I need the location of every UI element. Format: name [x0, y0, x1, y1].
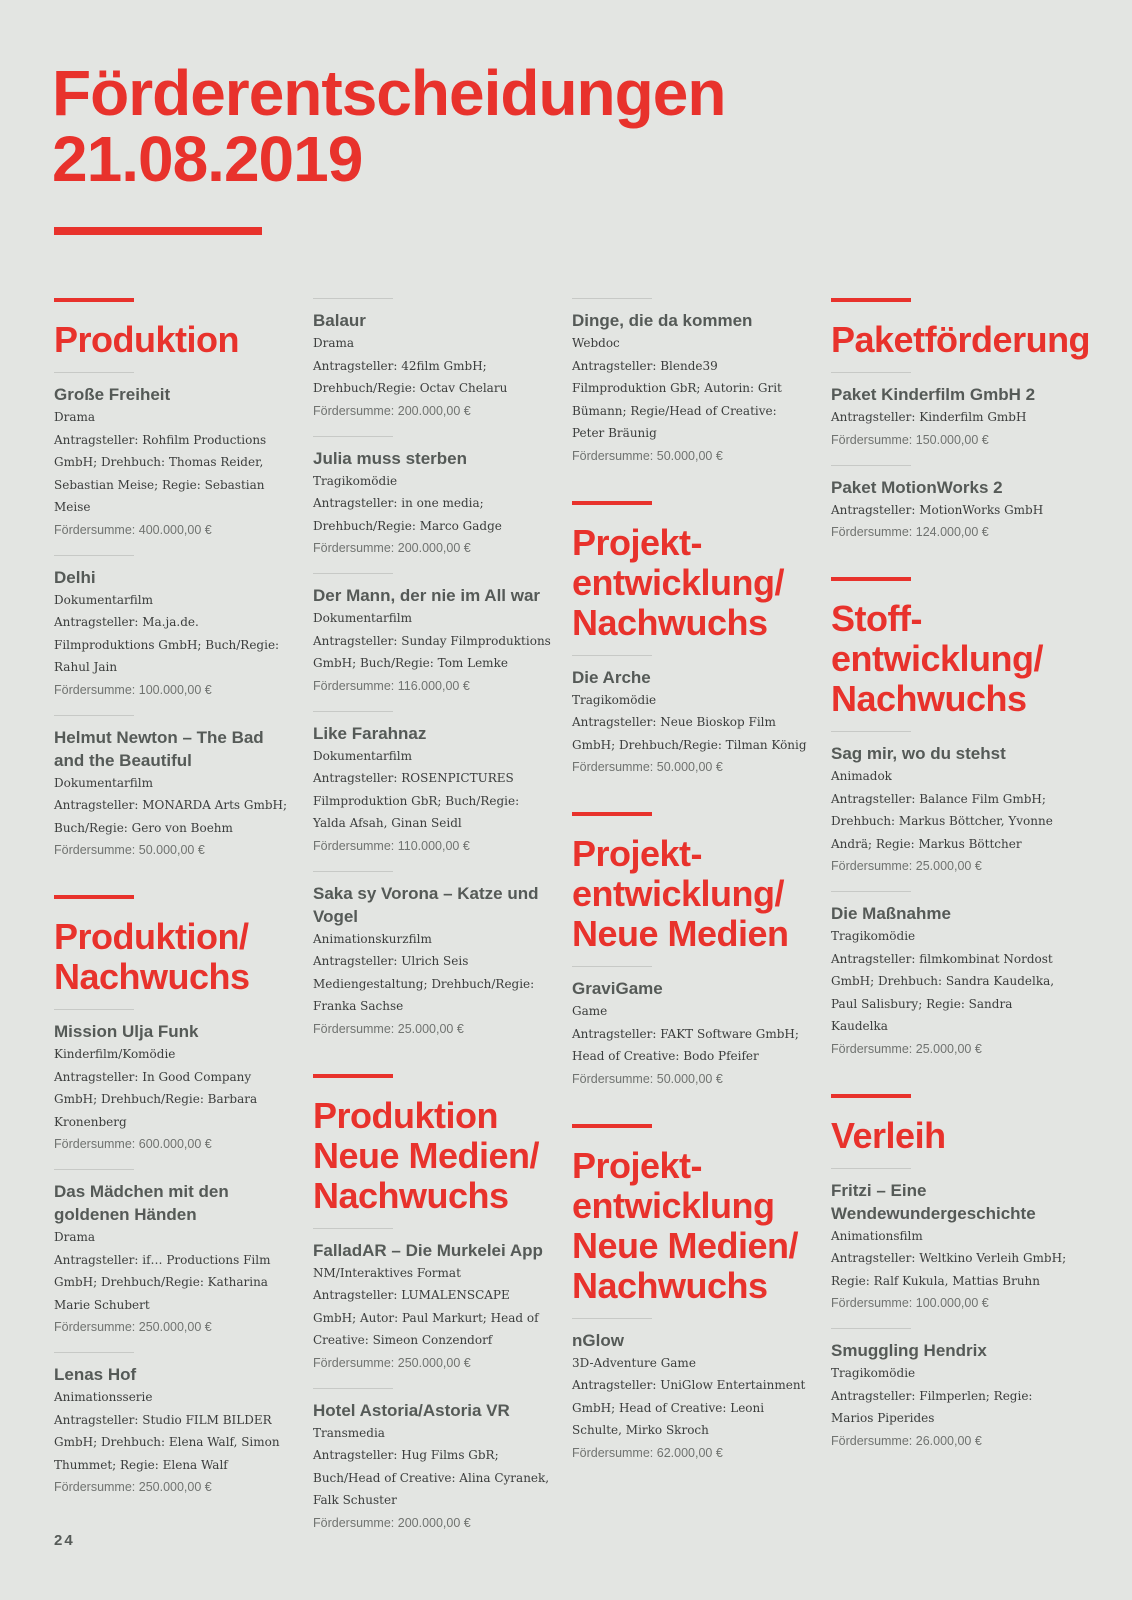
entry-applicant: Antragsteller: 42film GmbH; Drehbuch/Regie: Octav Chelaru: [313, 358, 508, 395]
entry-title: Dinge, die da kommen: [572, 311, 753, 330]
entry-genre: Drama: [54, 1230, 96, 1244]
entry-title: Julia muss sterben: [313, 448, 468, 468]
entry-divider: [831, 731, 911, 732]
column-2: [313, 298, 553, 1568]
section-title: Paketförderung: [831, 319, 1091, 360]
entry-genre: Animationskurzfilm: [313, 931, 432, 946]
entry-divider: [54, 1352, 134, 1353]
entry-divider: [54, 1169, 134, 1170]
entry-genre: Animadok: [831, 769, 892, 783]
entry-divider: [313, 711, 393, 712]
entry-title: Große Freiheit: [54, 385, 171, 404]
entry-divider: [313, 436, 393, 437]
entry-title: Saka sy Vorona – Katze und Vogel: [313, 883, 539, 926]
entry-genre: NM/Interaktives Format: [313, 1265, 461, 1280]
entry-divider: [313, 1228, 393, 1229]
funding-entry: [54, 1352, 294, 1498]
entry-applicant: Antragsteller: in one media; Drehbuch/Regie: Marco Gadge: [313, 496, 502, 533]
entry-divider: [572, 966, 652, 967]
section: [831, 1094, 1071, 1452]
entry-funding-sum: Fördersumme: 124.000,00 €: [831, 525, 989, 539]
entry-funding-sum: Fördersumme: 600.000,00 €: [54, 1137, 212, 1151]
entry-applicant: Antragsteller: filmkombinat Nordost GmbH; Drehbuch: Sandra Kaudelka, Paul Salisbury; Regie: Sandra Kaudelka: [831, 951, 1055, 1033]
entry-genre: Tragikomödie: [831, 1366, 916, 1380]
section-rule: [831, 298, 911, 302]
entry-funding-sum: Fördersumme: 400.000,00 €: [54, 522, 212, 537]
entry-applicant: Antragsteller: In Good Company GmbH; Drehbuch/Regie: Barbara Kronenberg: [54, 1069, 258, 1129]
page-title: [52, 57, 726, 195]
funding-entry: [572, 966, 812, 1090]
section-rule: [572, 812, 652, 816]
entry-title: Delhi: [54, 567, 96, 587]
entry-funding-sum: Fördersumme: 100.000,00 €: [54, 682, 212, 697]
entry-funding-sum: Fördersumme: 250.000,00 €: [313, 1355, 471, 1370]
section: [572, 501, 812, 779]
entry-title: Balaur: [313, 311, 366, 330]
section-title: Projekt- entwicklung Neue Medien/ Nachwuchs: [572, 1144, 799, 1306]
entry-title: Fritzi – Eine Wendewundergeschichte: [831, 1180, 1036, 1223]
entry-applicant: Antragsteller: Hug Films GbR; Buch/Head of Creative: Alina Cyranek, Falk Schuster: [313, 1448, 550, 1507]
entry-genre: Tragikomödie: [313, 473, 398, 488]
entry-title: Lenas Hof: [54, 1365, 137, 1384]
entry-divider: [313, 298, 393, 299]
entry-genre: Dokumentarfilm: [54, 775, 153, 790]
section: [572, 298, 812, 467]
entry-funding-sum: Fördersumme: 110.000,00 €: [313, 838, 470, 853]
entry-applicant: Antragsteller: if… Productions Film GmbH; Drehbuch/Regie: Katharina Marie Schubert: [54, 1252, 271, 1312]
entry-applicant: Antragsteller: Weltkino Verleih GmbH; Regie: Ralf Kukula, Mattias Bruhn: [831, 1251, 1067, 1288]
section-rule: [831, 577, 911, 581]
funding-entry: [313, 436, 553, 560]
section-rule: [54, 895, 134, 899]
entry-title: Der Mann, der nie im All war: [313, 586, 541, 605]
column-3: [572, 298, 812, 1498]
entry-title: FalladAR – Die Murkelei App: [313, 1240, 543, 1260]
section-rule: [831, 1094, 911, 1098]
entry-applicant: Antragsteller: Ma.ja.de. Filmproduktions GmbH; Buch/Regie: Rahul Jain: [54, 615, 280, 674]
entry-title: Like Farahnaz: [313, 723, 427, 743]
entry-funding-sum: Fördersumme: 200.000,00 €: [313, 1515, 471, 1530]
entry-divider: [313, 1388, 393, 1389]
entry-funding-sum: Fördersumme: 250.000,00 €: [54, 1320, 212, 1334]
entry-genre: Dokumentarfilm: [313, 611, 412, 625]
entry-funding-sum: Fördersumme: 50.000,00 €: [572, 448, 723, 463]
entry-applicant: Antragsteller: Balance Film GmbH; Drehbuch: Markus Böttcher, Yvonne Andrä; Regie: Markus Böttcher: [831, 791, 1053, 851]
section-rule: [54, 298, 134, 302]
entry-divider: [572, 298, 652, 299]
funding-entry: [313, 298, 553, 422]
entry-applicant: Antragsteller: Kinderfilm GmbH: [831, 410, 1027, 424]
entry-genre: Tragikomödie: [831, 929, 916, 943]
entry-funding-sum: Fördersumme: 25.000,00 €: [831, 1041, 982, 1056]
section: [572, 812, 812, 1090]
funding-entry: [313, 1228, 553, 1374]
entry-applicant: Antragsteller: Filmperlen; Regie: Marios Piperides: [831, 1388, 1033, 1425]
entry-divider: [572, 1318, 652, 1319]
entry-applicant: Antragsteller: ROSENPICTURES Filmproduktion GbR; Buch/Regie: Yalda Afsah, Ginan Seidl: [313, 771, 520, 830]
entry-divider: [54, 715, 134, 716]
entry-funding-sum: Fördersumme: 200.000,00 €: [313, 541, 471, 555]
section: [313, 298, 553, 1040]
entry-applicant: Antragsteller: MONARDA Arts GmbH; Buch/Regie: Gero von Boehm: [54, 798, 288, 835]
entry-title: Smuggling Hendrix: [831, 1341, 987, 1360]
section-rule: [313, 1074, 393, 1078]
entry-genre: Animationsfilm: [831, 1228, 923, 1243]
column-4: [831, 298, 1091, 1486]
section-rule: [572, 1124, 652, 1128]
entry-funding-sum: Fördersumme: 25.000,00 €: [313, 1021, 464, 1036]
entry-genre: Animationsserie: [54, 1390, 153, 1404]
section-title: Produktion/ Nachwuchs: [54, 916, 250, 997]
funding-entry: [572, 655, 812, 779]
section-title: Produktion Neue Medien/ Nachwuchs: [313, 1094, 540, 1216]
entry-funding-sum: Fördersumme: 26.000,00 €: [831, 1433, 982, 1448]
title-underline: [54, 227, 262, 235]
section: [313, 1074, 553, 1534]
section: [831, 577, 1071, 1060]
entry-funding-sum: Fördersumme: 250.000,00 €: [54, 1480, 212, 1494]
entry-title: Sag mir, wo du stehst: [831, 744, 1006, 763]
funding-entry: [572, 1318, 812, 1464]
entry-title: Mission Ulja Funk: [54, 1022, 199, 1041]
entry-divider: [572, 655, 652, 656]
funding-entry: [831, 372, 1071, 451]
entry-title: Die Maßnahme: [831, 904, 951, 923]
entry-divider: [313, 573, 393, 574]
entry-applicant: Antragsteller: Studio FILM BILDER GmbH; Drehbuch: Elena Walf, Simon Thummet; Regie: Elena Walf: [54, 1412, 280, 1472]
section: [54, 298, 294, 861]
section-title: Projekt- entwicklung/ Neue Medien: [572, 833, 789, 954]
entry-divider: [54, 555, 134, 556]
funding-entry: [831, 465, 1071, 544]
entry-divider: [831, 1168, 911, 1169]
entry-genre: Drama: [313, 336, 355, 350]
entry-divider: [831, 891, 911, 892]
funding-entry: [54, 1009, 294, 1155]
entry-genre: Webdoc: [572, 336, 620, 350]
page-title-line1: Förderentscheidungen: [52, 57, 726, 129]
section: [54, 895, 294, 1498]
column-1: [54, 298, 294, 1532]
entry-title: Helmut Newton – The Bad and the Beautiful: [54, 727, 264, 770]
entry-funding-sum: Fördersumme: 25.000,00 €: [831, 859, 982, 873]
section-title: Projekt- entwicklung/ Nachwuchs: [572, 521, 785, 643]
entry-divider: [831, 1328, 911, 1329]
funding-entry: [831, 891, 1071, 1060]
entry-applicant: Antragsteller: Sunday Filmproduktions GmbH; Buch/Regie: Tom Lemke: [313, 633, 551, 670]
entry-title: Die Arche: [572, 667, 651, 687]
section-title: Verleih: [831, 1114, 946, 1156]
funding-entry: [54, 555, 294, 701]
funding-entry: [572, 298, 812, 467]
entry-applicant: Antragsteller: LUMALENSCAPE GmbH; Autor: Paul Markurt; Head of Creative: Simeon Conzendorf: [313, 1288, 539, 1347]
entry-funding-sum: Fördersumme: 116.000,00 €: [313, 678, 470, 693]
entry-title: nGlow: [572, 1330, 624, 1350]
funding-entry: [313, 573, 553, 697]
entry-applicant: Antragsteller: Neue Bioskop Film GmbH; Drehbuch/Regie: Tilman König: [572, 715, 807, 752]
section-title: Produktion: [54, 319, 239, 360]
entry-title: Hotel Astoria/Astoria VR: [313, 1400, 510, 1420]
page-number: 24: [54, 1532, 75, 1549]
entry-funding-sum: Fördersumme: 100.000,00 €: [831, 1296, 989, 1310]
funding-entry: [831, 1168, 1071, 1315]
section: [831, 298, 1091, 543]
entry-genre: Dokumentarfilm: [54, 592, 153, 607]
entry-genre: Transmedia: [313, 1425, 385, 1440]
entry-divider: [54, 1009, 134, 1010]
section-title: Stoff- entwicklung/ Nachwuchs: [831, 598, 1044, 719]
entry-funding-sum: Fördersumme: 62.000,00 €: [572, 1445, 723, 1460]
funding-entry: [831, 731, 1071, 877]
entry-title: Das Mädchen mit den goldenen Händen: [54, 1182, 229, 1224]
entry-funding-sum: Fördersumme: 50.000,00 €: [572, 760, 723, 774]
entry-funding-sum: Fördersumme: 50.000,00 €: [572, 1071, 723, 1086]
entry-funding-sum: Fördersumme: 150.000,00 €: [831, 432, 989, 447]
entry-applicant: Antragsteller: Rohfilm Productions GmbH; Drehbuch: Thomas Reider, Sebastian Meise; Regie: Sebastian Meise: [54, 432, 267, 514]
funding-entry: [313, 711, 553, 857]
page-title-line2: 21.08.2019: [52, 123, 363, 195]
entry-title: Paket Kinderfilm GmbH 2: [831, 385, 1036, 404]
entry-applicant: Antragsteller: Blende39 Filmproduktion GbR; Autorin: Grit Bümann; Regie/Head of Creative: Peter Bräunig: [572, 358, 782, 440]
entry-divider: [313, 871, 393, 872]
entry-genre: Dokumentarfilm: [313, 748, 412, 763]
entry-applicant: Antragsteller: Ulrich Seis Mediengestaltung; Drehbuch/Regie: Franka Sachse: [313, 954, 535, 1013]
entry-genre: 3D-Adventure Game: [572, 1355, 696, 1370]
funding-entry: [54, 372, 294, 541]
entry-funding-sum: Fördersumme: 200.000,00 €: [313, 403, 471, 418]
entry-genre: Drama: [54, 410, 96, 424]
entry-applicant: Antragsteller: FAKT Software GmbH; Head of Creative: Bodo Pfeifer: [572, 1026, 799, 1063]
entry-applicant: Antragsteller: MotionWorks GmbH: [831, 502, 1044, 517]
entry-title: GraviGame: [572, 979, 663, 998]
funding-entry: [54, 1169, 294, 1338]
entry-genre: Tragikomödie: [572, 692, 657, 707]
section-rule: [572, 501, 652, 505]
entry-genre: Game: [572, 1004, 608, 1018]
funding-entry: [313, 871, 553, 1040]
entry-genre: Kinderfilm/Komödie: [54, 1047, 176, 1061]
entry-applicant: Antragsteller: UniGlow Entertainment GmbH; Head of Creative: Leoni Schulte, Mirko Skroch: [572, 1378, 806, 1437]
entry-title: Paket MotionWorks 2: [831, 477, 1003, 497]
funding-entry: [313, 1388, 553, 1534]
funding-entry: [54, 715, 294, 862]
funding-entry: [831, 1328, 1071, 1452]
entry-divider: [54, 372, 134, 373]
entry-divider: [831, 465, 911, 466]
section: [572, 1124, 812, 1464]
entry-divider: [831, 372, 911, 373]
entry-funding-sum: Fördersumme: 50.000,00 €: [54, 843, 205, 857]
